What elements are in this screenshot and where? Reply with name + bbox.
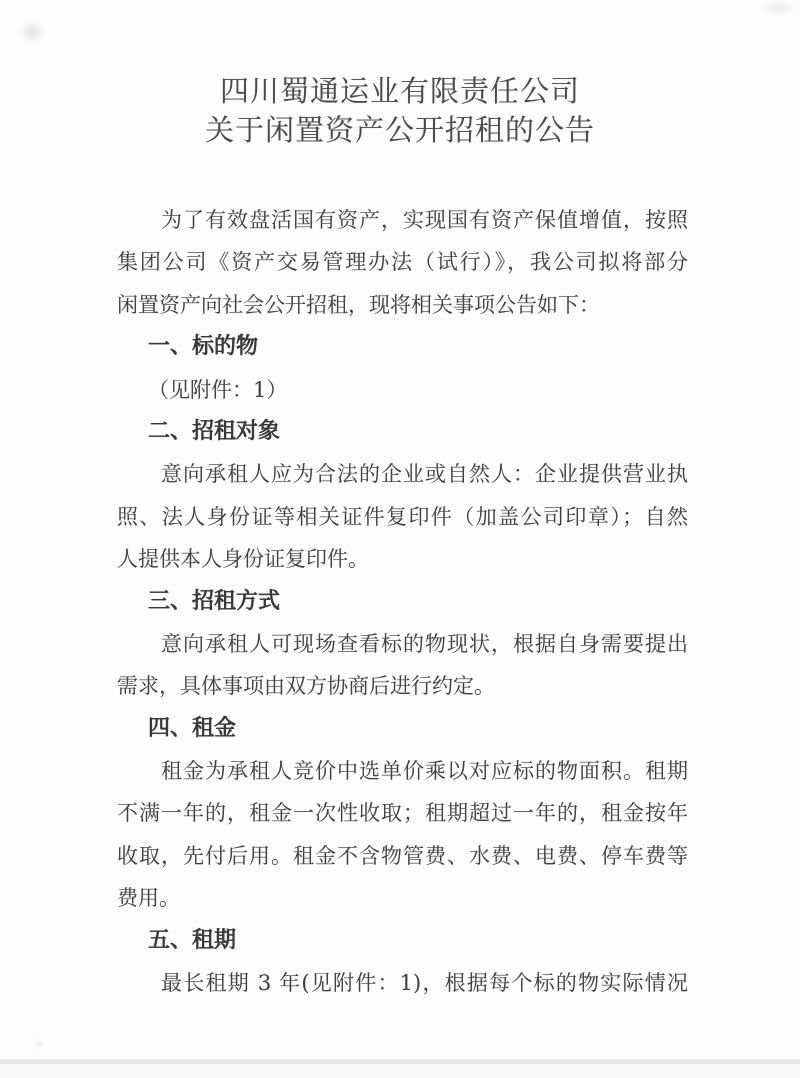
paragraph-line: 闲置资产向社会公开招租，现将相关事项公告如下：	[117, 292, 600, 317]
document-title-line-1: 四川蜀通运业有限责任公司	[219, 74, 580, 108]
paragraph-line: 最长租期 3 年(见附件：1)，根据每个标的物实际情况	[161, 971, 688, 996]
document-title	[0, 72, 800, 150]
section-heading-5: 五、租期	[148, 927, 237, 953]
section-heading-4: 四、租金	[148, 715, 237, 741]
paragraph-line: 不满一年的，租金一次性收取；租期超过一年的，租金按年	[117, 801, 688, 826]
section-heading-2: 二、招租对象	[148, 418, 281, 444]
paragraph-line: 集团公司《资产交易管理办法（试行）》，我公司拟将部分	[117, 250, 688, 275]
document-title-line-2: 关于闲置资产公开招租的公告	[204, 113, 595, 147]
scan-background-area	[0, 1064, 800, 1078]
section-heading-1: 一、标的物	[148, 334, 259, 360]
paragraph-line: 人提供本人身份证复印件。	[117, 547, 369, 572]
paragraph-line: 租金为承租人竞价中选单价乘以对应标的物面积。租期	[161, 759, 688, 784]
paragraph-line: 意向承租人可现场查看标的物现状，根据自身需要提出	[161, 631, 688, 656]
paragraph-line: 为了有效盘活国有资产，实现国有资产保值增值，按照	[161, 208, 688, 232]
paragraph-line: 收取，先付后用。租金不含物管费、水费、电费、停车费等	[117, 843, 688, 868]
scan-smudge-artifact	[18, 20, 46, 44]
paragraph-line: 需求，具体事项由双方协商后进行约定。	[117, 674, 495, 699]
attachment-reference: （见附件：1）	[148, 377, 288, 402]
section-heading-3: 三、招租方式	[148, 588, 281, 614]
paragraph-line: 意向承租人应为合法的企业或自然人：企业提供营业执	[161, 462, 688, 487]
scan-smudge-artifact	[758, 0, 798, 16]
document-body	[117, 199, 688, 1004]
paragraph-line: 费用。	[117, 886, 180, 911]
paragraph-line: 照、法人身份证等相关证件复印件（加盖公司印章）；自然	[117, 504, 688, 529]
scan-smudge-artifact	[34, 1040, 44, 1048]
